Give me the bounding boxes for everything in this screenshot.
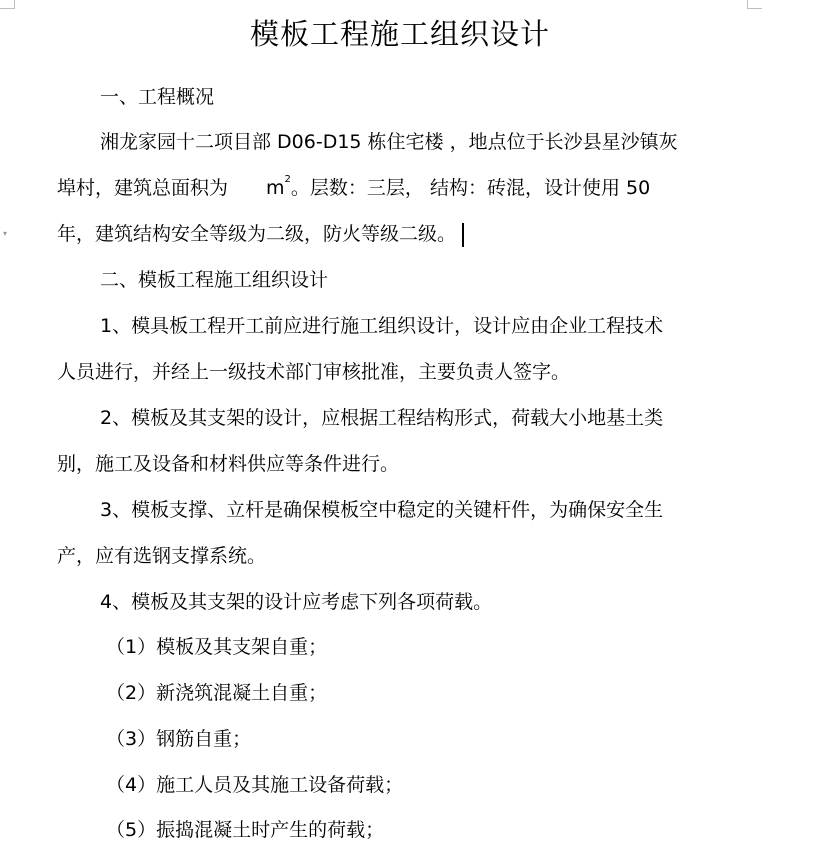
load-list-item: （5）振捣混凝土时产生的荷载； <box>106 819 385 841</box>
paragraph-text: 埠村，建筑总面积为 <box>57 177 267 199</box>
paragraph-line: 3、模板支撑、立杆是确保模板空中稳定的关键杆件，为确保安全生 <box>100 499 664 521</box>
load-list-item: （2）新浇筑混凝土自重； <box>106 682 328 704</box>
text-cursor <box>462 223 464 247</box>
paragraph-line <box>57 175 650 201</box>
paragraph-text: 。层数：三层， 结构：砖混，设计使用 50 <box>290 177 651 199</box>
paragraph-line: 2、模板及其支架的设计，应根据工程结构形式，荷载大小地基土类 <box>100 407 664 429</box>
paragraph-line: 1、模具板工程开工前应进行施工组织设计，设计应由企业工程技术 <box>100 315 664 337</box>
page-corner-mark-right <box>747 0 762 9</box>
paragraph-line: 别，施工及设备和材料供应等条件进行。 <box>57 453 400 475</box>
load-list-item: （1）模板及其支架自重； <box>106 636 328 658</box>
load-list-item: （4）施工人员及其施工设备荷载； <box>106 774 404 796</box>
margin-arrow-icon: ▾ <box>3 229 8 238</box>
document-title: 模板工程施工组织设计 <box>249 17 550 51</box>
paragraph-line: 4、模板及其支架的设计应考虑下列各项荷载。 <box>100 591 493 613</box>
paragraph-line: 年，建筑结构安全等级为二级，防火等级二级。 <box>57 221 464 247</box>
page-corner-mark-left <box>0 0 15 9</box>
section-heading-overview: 一、工程概况 <box>100 86 215 108</box>
area-unit: $m^2$ <box>266 174 291 199</box>
paragraph-line: 人员进行，并经上一级技术部门审核批准，主要负责人签字。 <box>57 361 571 383</box>
section-heading-design: 二、模板工程施工组织设计 <box>100 269 329 291</box>
load-list-item: （3）钢筋自重； <box>106 728 252 750</box>
paragraph-line: 湘龙家园十二项目部 D06-D15 栋住宅楼 ，地点位于长沙县星沙镇灰 <box>100 131 678 153</box>
paragraph-line: 产，应有选钢支撑系统。 <box>57 545 267 567</box>
